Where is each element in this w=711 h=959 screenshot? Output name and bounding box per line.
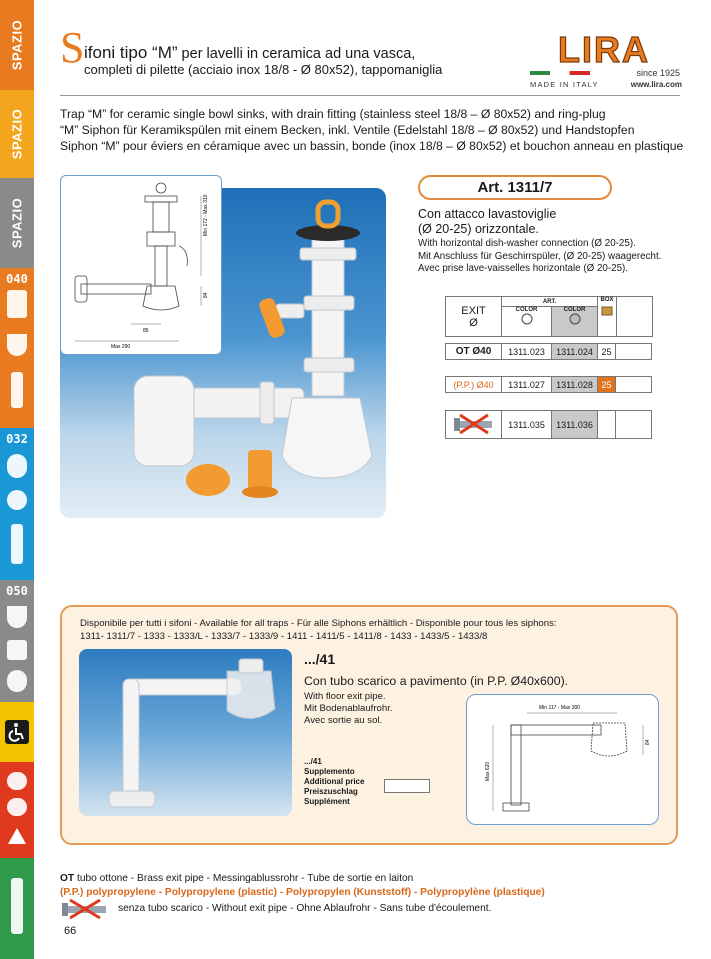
siphon-icon — [7, 334, 27, 356]
title-line-1 — [84, 43, 415, 63]
variant-it: Con tubo scarico a pavimento (in P.P. Ø40x600). — [304, 674, 569, 688]
model-list: 1311- 1311/7 - 1333 - 1333/L - 1333/7 - 1333/9 - 1411 - 1411/5 - 1411/8 - 1433 - 1433/5 - 1433/8 — [80, 631, 488, 642]
dim-620: Max 620 — [485, 761, 491, 781]
variant-de: Mit Bodenablaufrohr. — [304, 703, 393, 714]
variant-drawing — [466, 694, 659, 825]
section-050[interactable] — [0, 580, 34, 702]
box-header: BOX — [598, 297, 617, 337]
codes-row-no-pipe — [445, 410, 652, 439]
section-accessibility[interactable] — [0, 702, 34, 762]
variant-photo — [79, 649, 292, 816]
dim-max: Max 290 — [111, 344, 131, 350]
legend-pp: (P.P.) polypropylene - Polypropylene (plastic) - Polypropylen (Kunststoff) - Polypropylène (plastique) — [60, 887, 545, 898]
title-tail: per lavelli in ceramica ad una vasca, — [177, 46, 416, 62]
description — [60, 106, 700, 154]
u-trap-icon — [7, 606, 27, 628]
title-initial: S — [60, 23, 85, 72]
title-line-2: completi di pilette (acciaio inox 18/8 - Ø 80x52), tappomaniglia — [84, 62, 443, 77]
box-qty: 25 — [598, 344, 616, 360]
section-040[interactable] — [0, 268, 34, 428]
codes-header — [445, 296, 653, 337]
logo-text: LIRA — [558, 32, 650, 66]
legend-no-pipe — [60, 902, 700, 916]
supp-de: Preiszuschlag — [304, 787, 358, 796]
supp-en: Additional price — [304, 777, 365, 786]
tab-label: SPAZIO — [9, 19, 25, 71]
section-032[interactable] — [0, 428, 34, 580]
code-white: 1311.023 — [502, 344, 552, 360]
article-fr: Avec prise lave-vaisselles horizontale (Ø 20-25). — [418, 263, 629, 274]
trap-icon — [11, 524, 23, 564]
supp-fr: Supplément — [304, 797, 350, 806]
page-number: 66 — [64, 925, 77, 937]
col-white: COLOR — [502, 307, 552, 337]
title-main: ifoni tipo “M” — [84, 43, 178, 62]
supp-it: Supplemento — [304, 767, 355, 776]
col-grey: COLOR — [552, 307, 598, 337]
triangle-icon — [7, 826, 27, 846]
legend-ot-text: tubo ottone - Brass exit pipe - Messingablussrohr - Tube de sortie en laiton — [74, 873, 414, 884]
code-white: 1311.027 — [502, 377, 552, 393]
article-description — [418, 207, 708, 276]
exit-ot: OT Ø40 — [446, 344, 502, 360]
legend — [60, 872, 700, 916]
header-divider — [60, 95, 680, 96]
floor-exit-drawing — [467, 695, 660, 826]
sidebar — [0, 0, 34, 959]
code-grey: 1311.024 — [552, 344, 598, 360]
code-grey: 1311.028 — [552, 377, 598, 393]
tab-label: SPAZIO — [9, 197, 25, 249]
dim-width: Min 117 - Max 300 — [539, 705, 581, 711]
empty-cell — [617, 297, 653, 337]
pipe-icon — [11, 878, 23, 934]
box-icon — [600, 303, 614, 317]
toilet-icon — [7, 490, 27, 510]
supp-code: .../41 — [304, 757, 322, 766]
section-number: 032 — [6, 432, 28, 446]
legend-ot-abbr: OT — [60, 873, 75, 884]
wheelchair-icon — [5, 720, 29, 744]
tab-spazio-orange[interactable] — [0, 0, 34, 90]
codes-row-pp — [445, 376, 652, 393]
article-de: Mit Anschluss für Geschirrspüler, (Ø 20-25) waagerecht. — [418, 250, 662, 262]
tab-spazio-yellow[interactable] — [0, 90, 34, 178]
white-swatch-icon — [521, 313, 533, 325]
description-en: Trap “M” for ceramic single bowl sinks, with drain fitting (stainless steel 18/8 – Ø 80x52) and ring-plug — [60, 107, 606, 121]
description-de: “M” Siphon für Keramikspülen mit einem Becken, inkl. Ventile (Edelstahl 18/8 – Ø 80x52) und Handstopfen — [60, 123, 635, 137]
tab-label: SPAZIO — [9, 108, 25, 160]
lira-logo — [530, 32, 684, 90]
logo-made-in: MADE IN ITALY — [530, 80, 599, 89]
box-qty — [598, 411, 616, 439]
chef-icon — [7, 640, 27, 660]
article-it-2: (Ø 20-25) orizzontale. — [418, 222, 539, 236]
code-grey: 1311.036 — [552, 411, 598, 439]
article-en: With horizontal dish-washer connection (Ø 20-25). — [418, 238, 636, 249]
sink-icon — [7, 454, 27, 478]
variant-en: With floor exit pipe. — [304, 691, 386, 702]
bottle-trap-icon — [11, 372, 23, 408]
availability — [80, 617, 670, 643]
lira-wordmark — [530, 32, 680, 66]
no-pipe-icon — [60, 898, 110, 920]
section-drains[interactable] — [0, 762, 34, 858]
tab-spazio-grey[interactable] — [0, 178, 34, 268]
variant-code: .../41 — [304, 651, 336, 667]
empty-cell — [616, 377, 652, 393]
article-it-1: Con attacco lavastoviglie — [418, 207, 557, 221]
section-number: 050 — [6, 584, 28, 598]
section-number: 040 — [6, 272, 28, 286]
technical-drawing — [60, 175, 222, 355]
codes-row-ot — [445, 343, 652, 360]
availability-text: Disponibile per tutti i sifoni - Available for all traps - Für alle Siphons erhältlich - Disponible pour tous les siphons: — [80, 618, 557, 629]
logo-website: www.lira.com — [630, 80, 682, 89]
box-qty: 25 — [598, 377, 616, 393]
empty-cell — [616, 344, 652, 360]
article-code: Art. 1311/7 — [418, 175, 612, 200]
section-green[interactable] — [0, 858, 34, 959]
face-icon — [7, 670, 27, 692]
variant-fr: Avec sortie au sol. — [304, 715, 383, 726]
logo-since: since 1925 — [636, 68, 680, 78]
exit-pp: (P.P.) Ø40 — [446, 377, 502, 393]
supplement-price-box — [384, 779, 430, 793]
no-pipe-icon — [452, 413, 496, 435]
empty-cell — [616, 411, 652, 439]
art-header: ART. — [502, 297, 598, 307]
siphon-drawing — [61, 176, 223, 356]
dim-84: 84 — [203, 292, 209, 298]
code-white: 1311.035 — [502, 411, 552, 439]
grey-swatch-icon — [569, 313, 581, 325]
variant-translations — [304, 691, 393, 727]
drain-grid-icon — [7, 772, 27, 790]
dim-85: 85 — [143, 328, 149, 334]
italian-flag-stripe — [530, 71, 590, 75]
exit-none — [446, 411, 502, 439]
legend-ot — [60, 872, 700, 886]
washbasin-icon — [7, 290, 27, 318]
supplement — [304, 757, 364, 807]
description-fr: Siphon “M” pour éviers en céramique avec un bassin, bonde (inox 18/8 – Ø 80x52) et bouchon anneau en plastique — [60, 139, 684, 153]
dim-84: 84 — [645, 739, 651, 745]
floor-exit-illustration — [79, 649, 292, 816]
exit-header: EXIT Ø — [446, 297, 502, 337]
legend-no-pipe-text: senza tubo scarico - Without exit pipe - Ohne Ablaufrohr - Sans tube d'écoulement. — [118, 903, 492, 914]
dim-height: Min 172 - Max 310 — [203, 194, 209, 236]
strainer-icon — [7, 798, 27, 816]
